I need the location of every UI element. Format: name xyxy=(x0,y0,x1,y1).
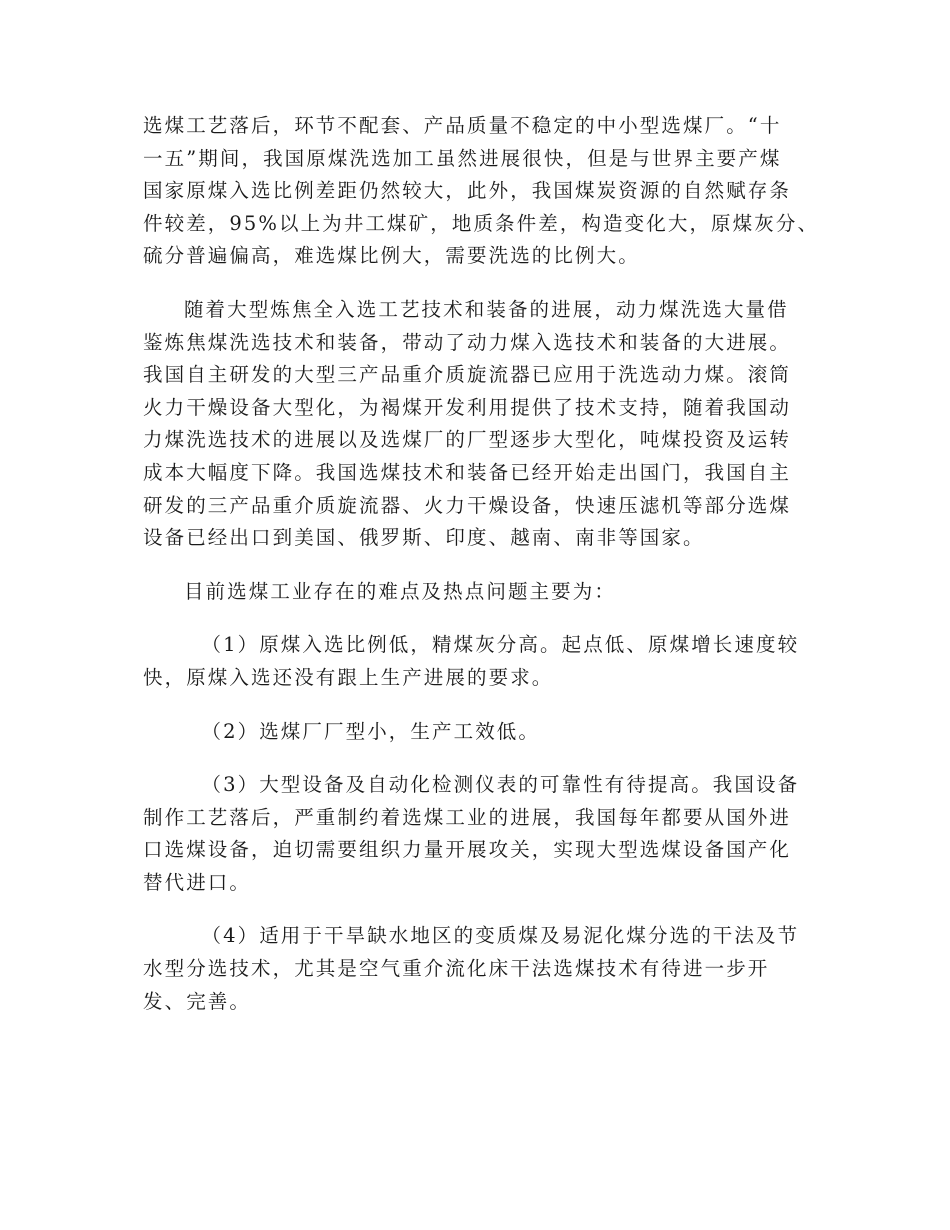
text-line: 发、完善。 xyxy=(143,989,252,1013)
text-line: 目前选煤工业存在的难点及热点问题主要为： xyxy=(183,579,616,603)
text-line: 硫分普遍偏高，难选煤比例大，需要洗选的比例大。 xyxy=(143,244,640,268)
text-line: 成本大幅度下降。我国选煤技术和装备已经开始走出国门，我国自主 xyxy=(143,460,792,484)
text-line: 件较差，95%以上为井工煤矿，地质条件差，构造变化大，原煤灰分、 xyxy=(143,211,820,235)
text-line: 选煤工艺落后，环节不配套、产品质量不稳定的中小型选煤厂。“十 xyxy=(143,114,782,137)
text-line: （3）大型设备及自动化检测仪表的可靠性有待提高。我国设备 xyxy=(201,773,800,797)
paragraph-3 xyxy=(143,576,811,609)
text-line: （1）原煤入选比例低，精煤灰分高。起点低、原煤增长速度较 xyxy=(201,633,800,657)
list-item-4 xyxy=(143,920,811,1018)
text-line: 研发的三产品重介质旋流器、火力干燥设备，快速压滤机等部分选煤 xyxy=(143,493,792,517)
paragraph-1 xyxy=(143,110,820,273)
text-line: 力煤洗选技术的进展以及选煤厂的厂型逐步大型化，吨煤投资及运转 xyxy=(143,428,792,452)
text-line: 替代进口。 xyxy=(143,870,252,894)
text-line: （2）选煤厂厂型小，生产工效低。 xyxy=(201,719,541,743)
text-line: 水型分选技术，尤其是空气重介流化床干法选煤技术有待进一步开 xyxy=(143,957,770,981)
paragraph-2 xyxy=(143,294,811,555)
text-line: 火力干燥设备大型化，为褐煤开发利用提供了技术支持，随着我国动 xyxy=(143,395,792,419)
text-line: 国家原煤入选比例差距仍然较大，此外，我国煤炭资源的自然赋存条 xyxy=(143,179,792,203)
text-line: 一五”期间，我国原煤洗选加工虽然进展很快，但是与世界主要产煤 xyxy=(143,146,782,170)
document-body xyxy=(143,110,820,1018)
list-item-1 xyxy=(143,629,811,694)
text-line: 口选煤设备，迫切需要组织力量开展攻关，实现大型选煤设备国产化 xyxy=(143,838,792,862)
list-item-2 xyxy=(143,716,811,749)
text-line: 制作工艺落后，严重制约着选煤工业的进展，我国每年都要从国外进 xyxy=(143,805,792,829)
text-line: 我国自主研发的大型三产品重介质旋流器已应用于洗选动力煤。滚筒 xyxy=(143,363,792,387)
text-line: 鉴炼焦煤洗选技术和装备，带动了动力煤入选技术和装备的大进展。 xyxy=(143,330,792,354)
text-line: 快，原煤入选还没有跟上生产进展的要求。 xyxy=(143,665,554,689)
text-line: （4）适用于干旱缺水地区的变质煤及易泥化煤分选的干法及节 xyxy=(201,924,800,948)
list-item-3 xyxy=(143,769,811,899)
text-line: 设备已经出口到美国、俄罗斯、印度、越南、南非等国家。 xyxy=(143,526,705,550)
text-line: 随着大型炼焦全入选工艺技术和装备的进展，动力煤洗选大量借 xyxy=(183,297,789,321)
